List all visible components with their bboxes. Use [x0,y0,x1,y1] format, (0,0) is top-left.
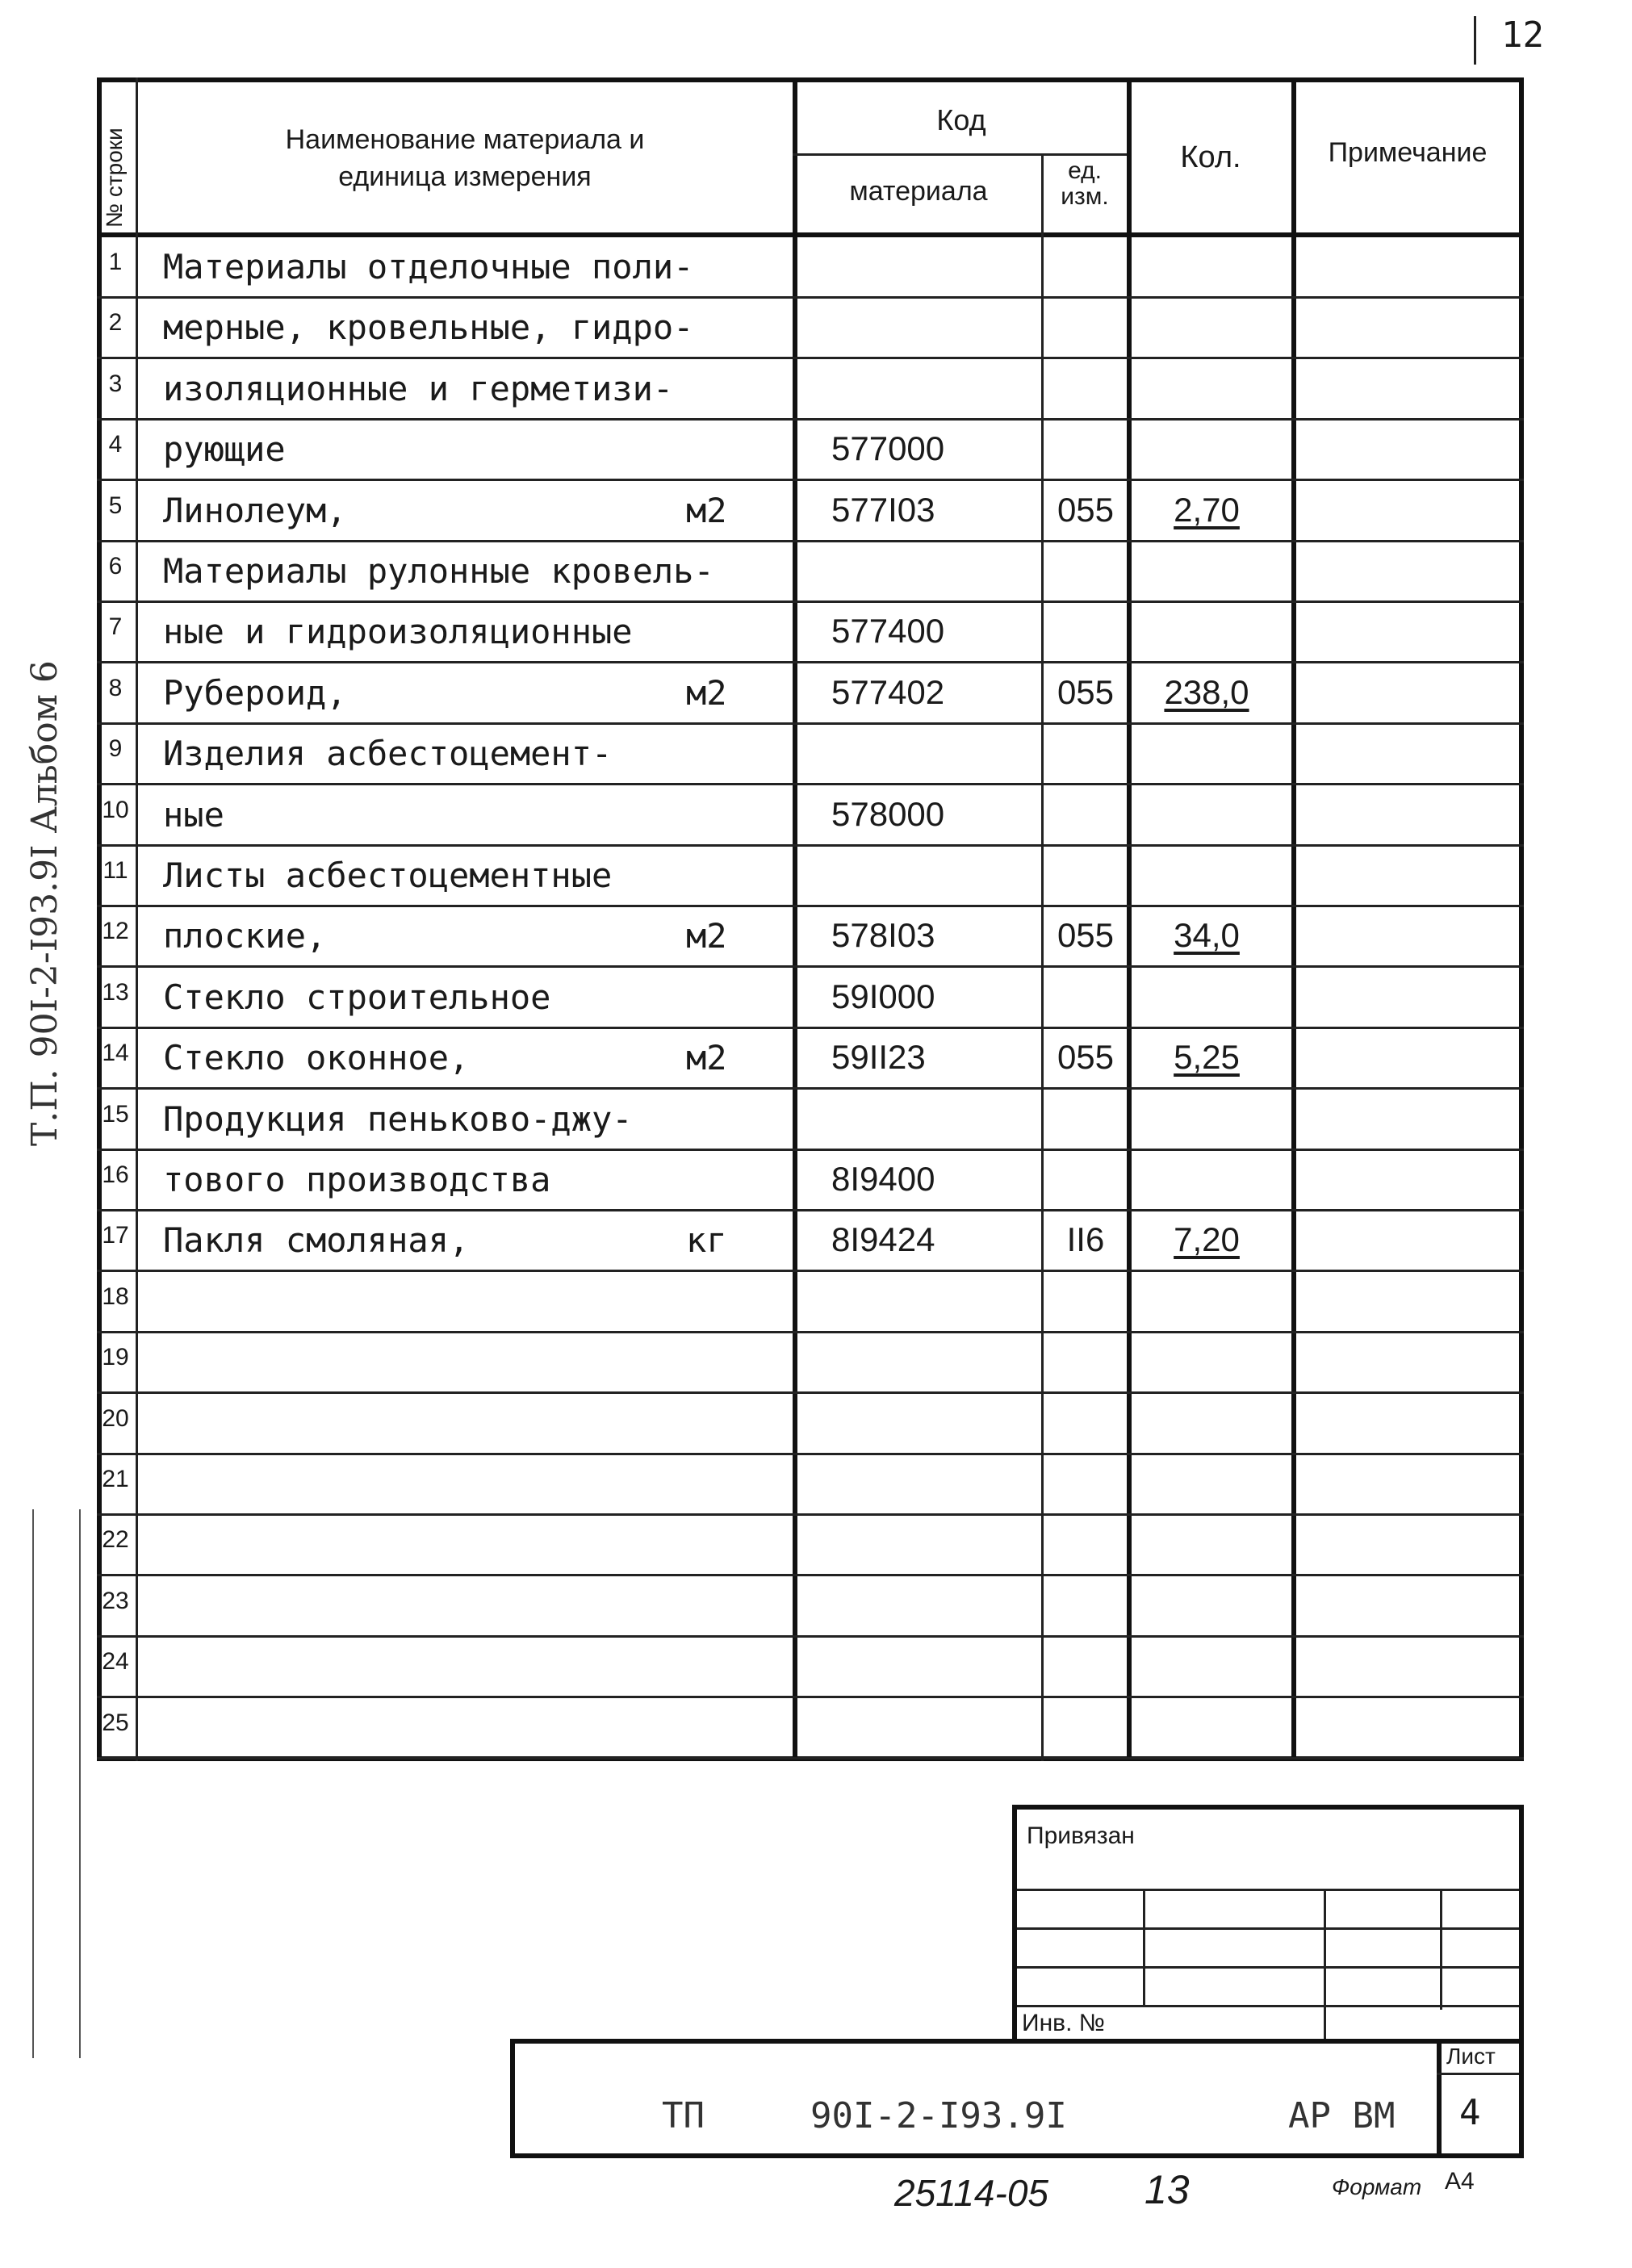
row-divider [97,1513,1524,1516]
row-number: 15 [102,1101,129,1128]
row-divider [97,418,1524,421]
inv-label: Инв. № [1022,2010,1105,2036]
row-number: 12 [102,918,129,944]
material-name: Стекло строительное [163,977,551,1017]
row-number: 24 [102,1648,129,1675]
material-name: Материалы отделочные поли- [163,247,694,287]
material-code: 59I000 [831,977,935,1015]
quantity: 34,0 [1174,916,1240,954]
sheet-number: 4 [1459,2092,1481,2133]
header-name-line2: единица измерения [338,161,592,192]
row-divider [97,1087,1524,1090]
material-code: 59II23 [831,1038,926,1076]
material-name: плоские, [163,916,327,956]
material-code: 577000 [831,429,945,467]
material-code: 578000 [831,795,945,833]
material-code: 578I03 [831,916,935,954]
order-number: 25114-05 [894,2172,1048,2214]
row-number: 11 [103,857,128,884]
row-divider [97,1635,1524,1638]
row-number: 13 [102,979,129,1006]
mark: АР ВМ [1288,2095,1396,2136]
row-divider [97,1574,1524,1576]
row-number: 16 [102,1161,129,1188]
row-divider [97,1270,1524,1272]
row-number: 3 [108,370,123,397]
unit-of-measure: м2 [686,673,727,713]
unit-code: 055 [1057,673,1115,711]
header-code: Код [936,103,986,136]
row-number: 17 [102,1222,129,1249]
row-number: 2 [108,309,123,336]
unit-code: 055 [1057,916,1115,954]
row-divider [97,1757,1524,1760]
side-label: Т.П. 90I-2-I93.9I Альбом 6 [24,660,65,1146]
material-name: ные [163,795,224,835]
header-qty: Кол. [1180,140,1241,174]
material-name: Рубероид, [163,673,347,713]
row-number: 23 [102,1588,129,1614]
unit-of-measure: м2 [686,916,727,956]
material-name: Изделия асбестоцемент- [163,734,613,773]
quantity: 7,20 [1174,1220,1240,1258]
row-divider [97,540,1524,542]
header-code-material: материала [849,176,988,207]
material-code: 577400 [831,612,945,650]
row-divider [97,1391,1524,1394]
material-code: 8I9400 [831,1160,935,1198]
row-number: 22 [102,1526,129,1553]
quantity: 5,25 [1174,1038,1240,1076]
material-name: рующие [163,429,286,469]
material-name: мерные, кровельные, гидро- [163,308,694,347]
row-number: 14 [102,1040,129,1066]
material-name: ные и гидроизоляционные [163,612,633,651]
row-number: 10 [102,797,129,823]
row-number: 25 [102,1709,129,1736]
row-number: 5 [108,492,123,519]
row-divider [97,600,1524,603]
material-code: 577402 [831,673,945,711]
row-number: 21 [102,1466,129,1492]
designation: 90I-2-I93.9I [810,2095,1067,2136]
row-number: 8 [108,675,123,701]
material-name: изоляционные и герметизи- [163,369,674,408]
row-number: 1 [108,249,123,275]
material-name: тового производства [163,1160,551,1199]
header-row-num: № строки [102,128,127,228]
row-number: 7 [108,613,123,640]
quantity: 2,70 [1174,491,1240,529]
unit-of-measure: кг [686,1220,727,1260]
row-divider [97,296,1524,299]
header-note: Примечание [1328,137,1488,168]
material-name: Продукция пеньково-джу- [163,1099,633,1139]
stamp-margin-line [79,1509,81,2058]
format-value: А4 [1445,2168,1475,2195]
header-name-line1: Наименование материала и [285,124,645,155]
row-divider [97,1696,1524,1698]
row-divider [97,905,1524,907]
header-code-unit-1: ед. [1068,157,1102,184]
tp-label: ТП [662,2095,705,2136]
row-divider [97,844,1524,847]
row-divider [97,1149,1524,1151]
material-name: Стекло оконное, [163,1038,470,1078]
unit-of-measure: м2 [686,491,727,530]
row-divider [97,965,1524,968]
row-divider [97,661,1524,663]
row-number: 19 [102,1344,129,1370]
material-name: Материалы рулонные кровель- [163,551,714,591]
row-number: 6 [108,553,123,580]
row-divider [97,1331,1524,1333]
stamp-margin-line [32,1509,34,2058]
row-divider [97,1453,1524,1455]
page-number: 12 [1501,15,1544,56]
row-divider [97,1027,1524,1029]
unit-of-measure: м2 [686,1038,727,1078]
row-divider [97,357,1524,359]
row-number: 9 [108,735,123,762]
quantity: 238,0 [1164,673,1249,711]
corner-divider [1474,16,1476,65]
row-number: 20 [102,1405,129,1432]
material-name: Листы асбестоцементные [163,856,613,895]
row-divider [97,479,1524,481]
material-name: Линолеум, [163,491,347,530]
sheet-label: Лист [1446,2044,1496,2069]
row-divider [97,722,1524,725]
unit-code: 055 [1057,491,1115,529]
header-code-unit-2: изм. [1061,183,1109,210]
page-seq: 13 [1144,2167,1190,2212]
row-divider [97,1209,1524,1211]
format-label: Формат [1332,2174,1422,2199]
row-number: 18 [102,1283,129,1310]
unit-code: 055 [1057,1038,1115,1076]
unit-code: II6 [1066,1220,1105,1258]
material-code: 8I9424 [831,1220,935,1258]
tied-label: Привязан [1027,1822,1135,1849]
row-number: 4 [108,431,123,458]
material-code: 577I03 [831,491,935,529]
row-divider [97,783,1524,785]
material-name: Пакля смоляная, [163,1220,470,1260]
